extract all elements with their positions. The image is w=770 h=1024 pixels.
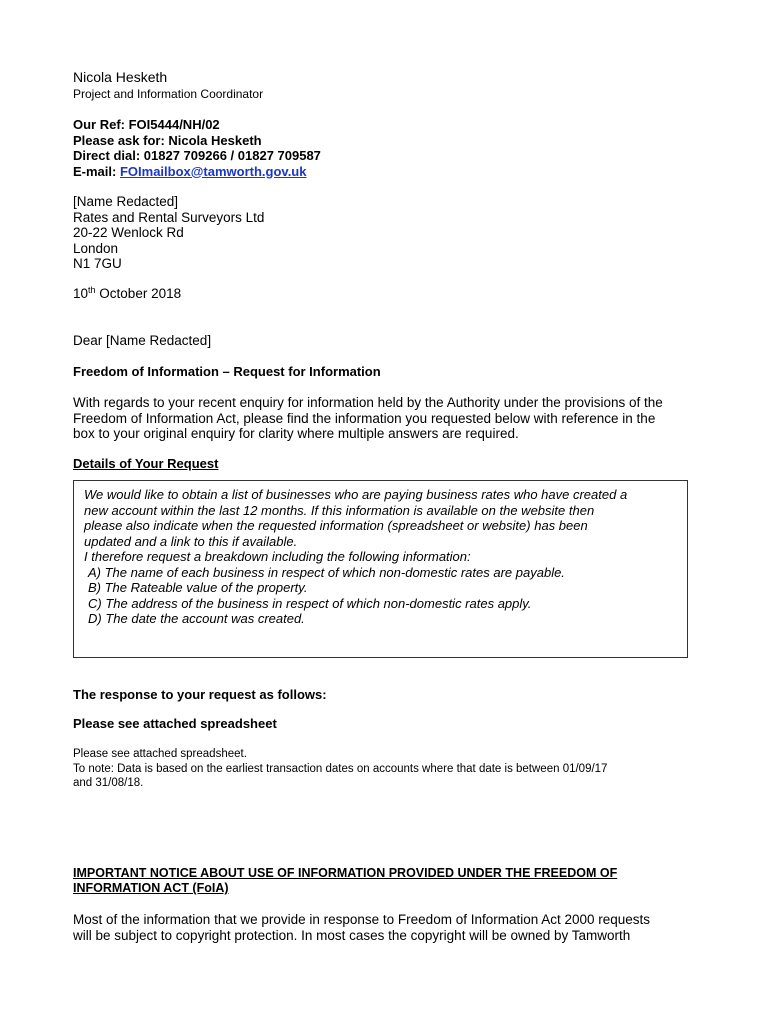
sender-name: Nicola Hesketh: [73, 69, 168, 85]
sender-role: Project and Information Coordinator: [73, 87, 264, 101]
letter-date: [73, 286, 181, 301]
notice-heading: [73, 866, 617, 896]
recipient-address: [73, 194, 264, 272]
request-line: updated and a link to this if available.: [84, 533, 298, 549]
request-line: new account within the last 12 months. If this information is available on the website then: [84, 502, 595, 518]
intro-line: With regards to your recent enquiry for information held by the Authority under the provisions of the: [73, 395, 663, 410]
request-item: D) The date the account was created.: [88, 611, 305, 626]
address-line: N1 7GU: [73, 256, 122, 272]
request-line: I therefore request a breakdown including the following information:: [84, 549, 471, 564]
direct-dial: Direct dial: 01827 709266 / 01827 709587: [73, 148, 321, 163]
request-box: [73, 480, 688, 658]
note-line: and 31/08/18.: [73, 777, 144, 789]
date-rest: October 2018: [95, 286, 182, 301]
address-line: Rates and Rental Surveyors Ltd: [73, 209, 265, 225]
address-line: 20-22 Wenlock Rd: [73, 225, 184, 241]
note-line: Please see attached spreadsheet.: [73, 748, 247, 760]
notice-body-line: Most of the information that we provide in response to Freedom of Information Act 2000 requests: [73, 912, 651, 927]
request-item: B) The Rateable value of the property.: [88, 580, 308, 595]
salutation: Dear [Name Redacted]: [73, 333, 212, 348]
date-day: 10: [73, 286, 89, 301]
request-line: please also indicate when the requested information (spreadsheet or website) has been: [84, 518, 588, 533]
date-suffix: th: [88, 285, 96, 295]
request-item: A) The name of each business in respect of which non-domestic rates are payable.: [88, 564, 565, 580]
note-line: To note: Data is based on the earliest transaction dates on accounts where that date is between 01/09/17: [73, 762, 608, 775]
address-line: London: [73, 240, 119, 256]
notice-heading-line: IMPORTANT NOTICE ABOUT USE OF INFORMATION PROVIDED UNDER THE FREEDOM OF: [73, 866, 618, 880]
intro-line: Freedom of Information Act, please find the information you requested below with reference in the: [73, 410, 656, 426]
address-line: [Name Redacted]: [73, 194, 179, 209]
request-item: C) The address of the business in respect of which non-domestic rates apply.: [88, 595, 532, 611]
ask-for: Please ask for: Nicola Hesketh: [73, 132, 262, 148]
notice-heading-line: INFORMATION ACT (FoIA): [73, 881, 229, 895]
reference-block: [73, 117, 321, 179]
notice-body: [73, 912, 650, 944]
email-label: E-mail:: [73, 163, 120, 179]
subject-heading: Freedom of Information – Request for Information: [73, 364, 381, 379]
details-heading: Details of Your Request: [73, 456, 219, 471]
intro-paragraph: [73, 395, 663, 442]
intro-line: box to your original enquiry for clarity where multiple answers are required.: [73, 426, 519, 441]
response-note: [73, 747, 607, 791]
email-line: [73, 164, 321, 180]
our-ref: Our Ref: FOI5444/NH/02: [73, 117, 220, 132]
notice-body-line: will be subject to copyright protection. In most cases the copyright will be owned by Tamworth: [73, 928, 631, 943]
request-line: We would like to obtain a list of businesses who are paying business rates who have created a: [84, 487, 628, 502]
response-heading: The response to your request as follows:: [73, 687, 327, 702]
spreadsheet-heading: Please see attached spreadsheet: [73, 716, 277, 731]
email-link[interactable]: FOImailbox@tamworth.gov.uk: [119, 163, 307, 179]
